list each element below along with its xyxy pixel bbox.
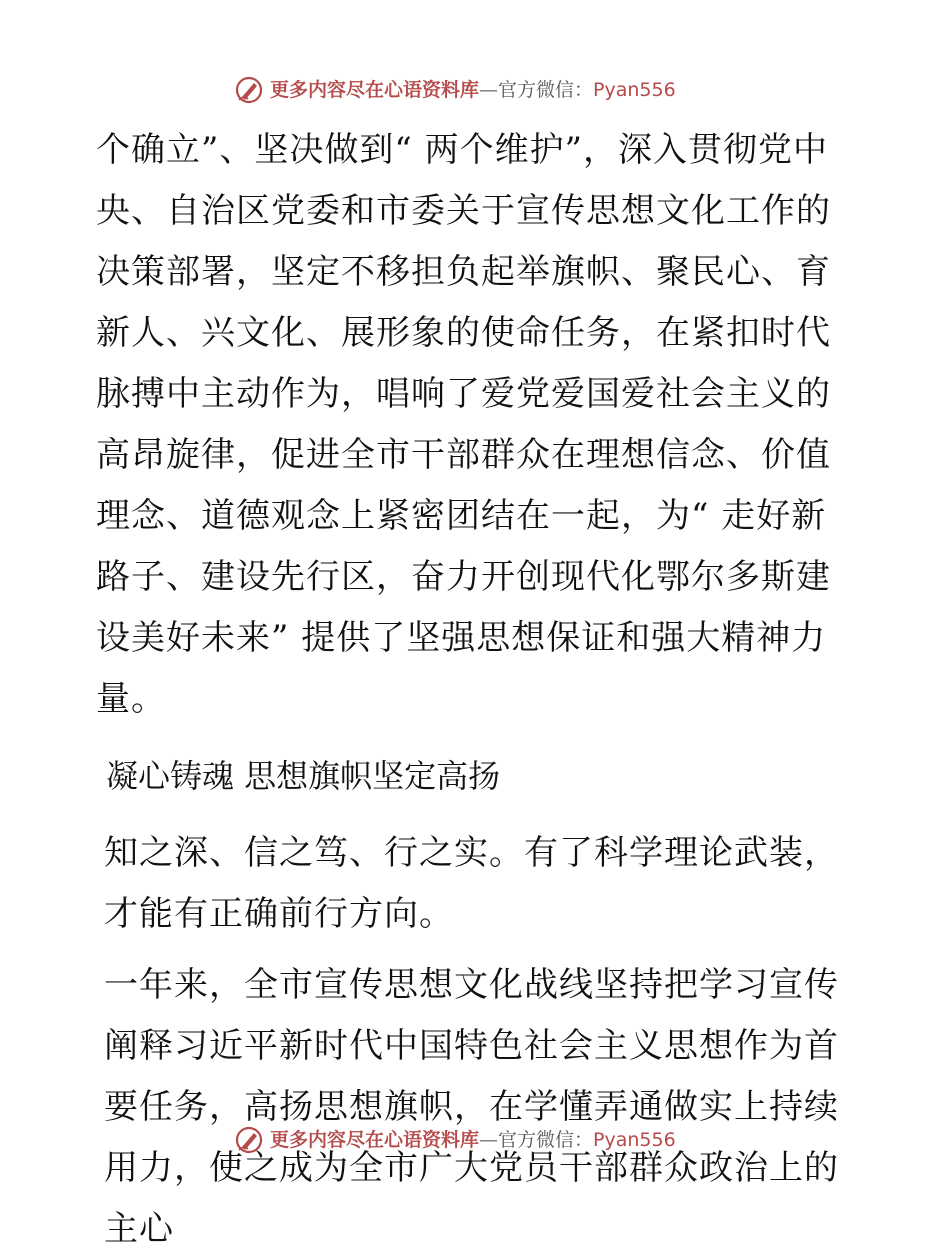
pen-logo-icon bbox=[234, 1125, 264, 1155]
paragraph-2: 知之深、信之笃、行之实。有了科学理论武装，才能有正确前行方向。 bbox=[104, 833, 839, 934]
watermark-main-text: 更多内容尽在心语资料库 bbox=[270, 1129, 480, 1151]
watermark-dash: — bbox=[479, 1129, 499, 1151]
watermark-label: 官方微信： bbox=[498, 79, 594, 101]
watermark-main-text: 更多内容尽在心语资料库 bbox=[270, 79, 480, 101]
paragraph-1: 个确立”、坚决做到“ 两个维护”，深入贯彻党中央、自治区党委和市委关于宣传思想文化工作的决策部署，坚定不移担负起举旗帜、聚民心、育新人、兴文化、展形象的使命任务，在紧扣时代脉搏中主动作为，唱响了爱党爱国爱社会主义的高昂旋律，促进全市干部群众在理想信念、价值理念、道德观念上紧密团结在一起，为“ 走好新路子、建设先行区，奋力开创现代化鄂尔多斯建设美好未来” 提供了坚强思想保证和强大精神力量。 bbox=[96, 130, 831, 719]
header-watermark bbox=[234, 73, 754, 107]
document-body bbox=[96, 120, 856, 1260]
pen-logo-icon bbox=[234, 75, 264, 105]
watermark-dash: — bbox=[479, 79, 499, 101]
footer-watermark bbox=[234, 1123, 754, 1157]
section-heading: 凝心铸魂 思想旗帜坚定高扬 bbox=[106, 757, 501, 795]
paragraph-3: 一年来，全市宣传思想文化战线坚持把学习宣传阐释习近平新时代中国特色社会主义思想作为首要任务，高扬思想旗帜，在学懂弄通做实上持续用力，使之成为全市广大党员干部群众政治上的主心 bbox=[104, 965, 839, 1249]
watermark-label: 官方微信： bbox=[498, 1129, 594, 1151]
watermark-id: Pyan556 bbox=[593, 79, 676, 101]
watermark-id: Pyan556 bbox=[593, 1129, 676, 1151]
